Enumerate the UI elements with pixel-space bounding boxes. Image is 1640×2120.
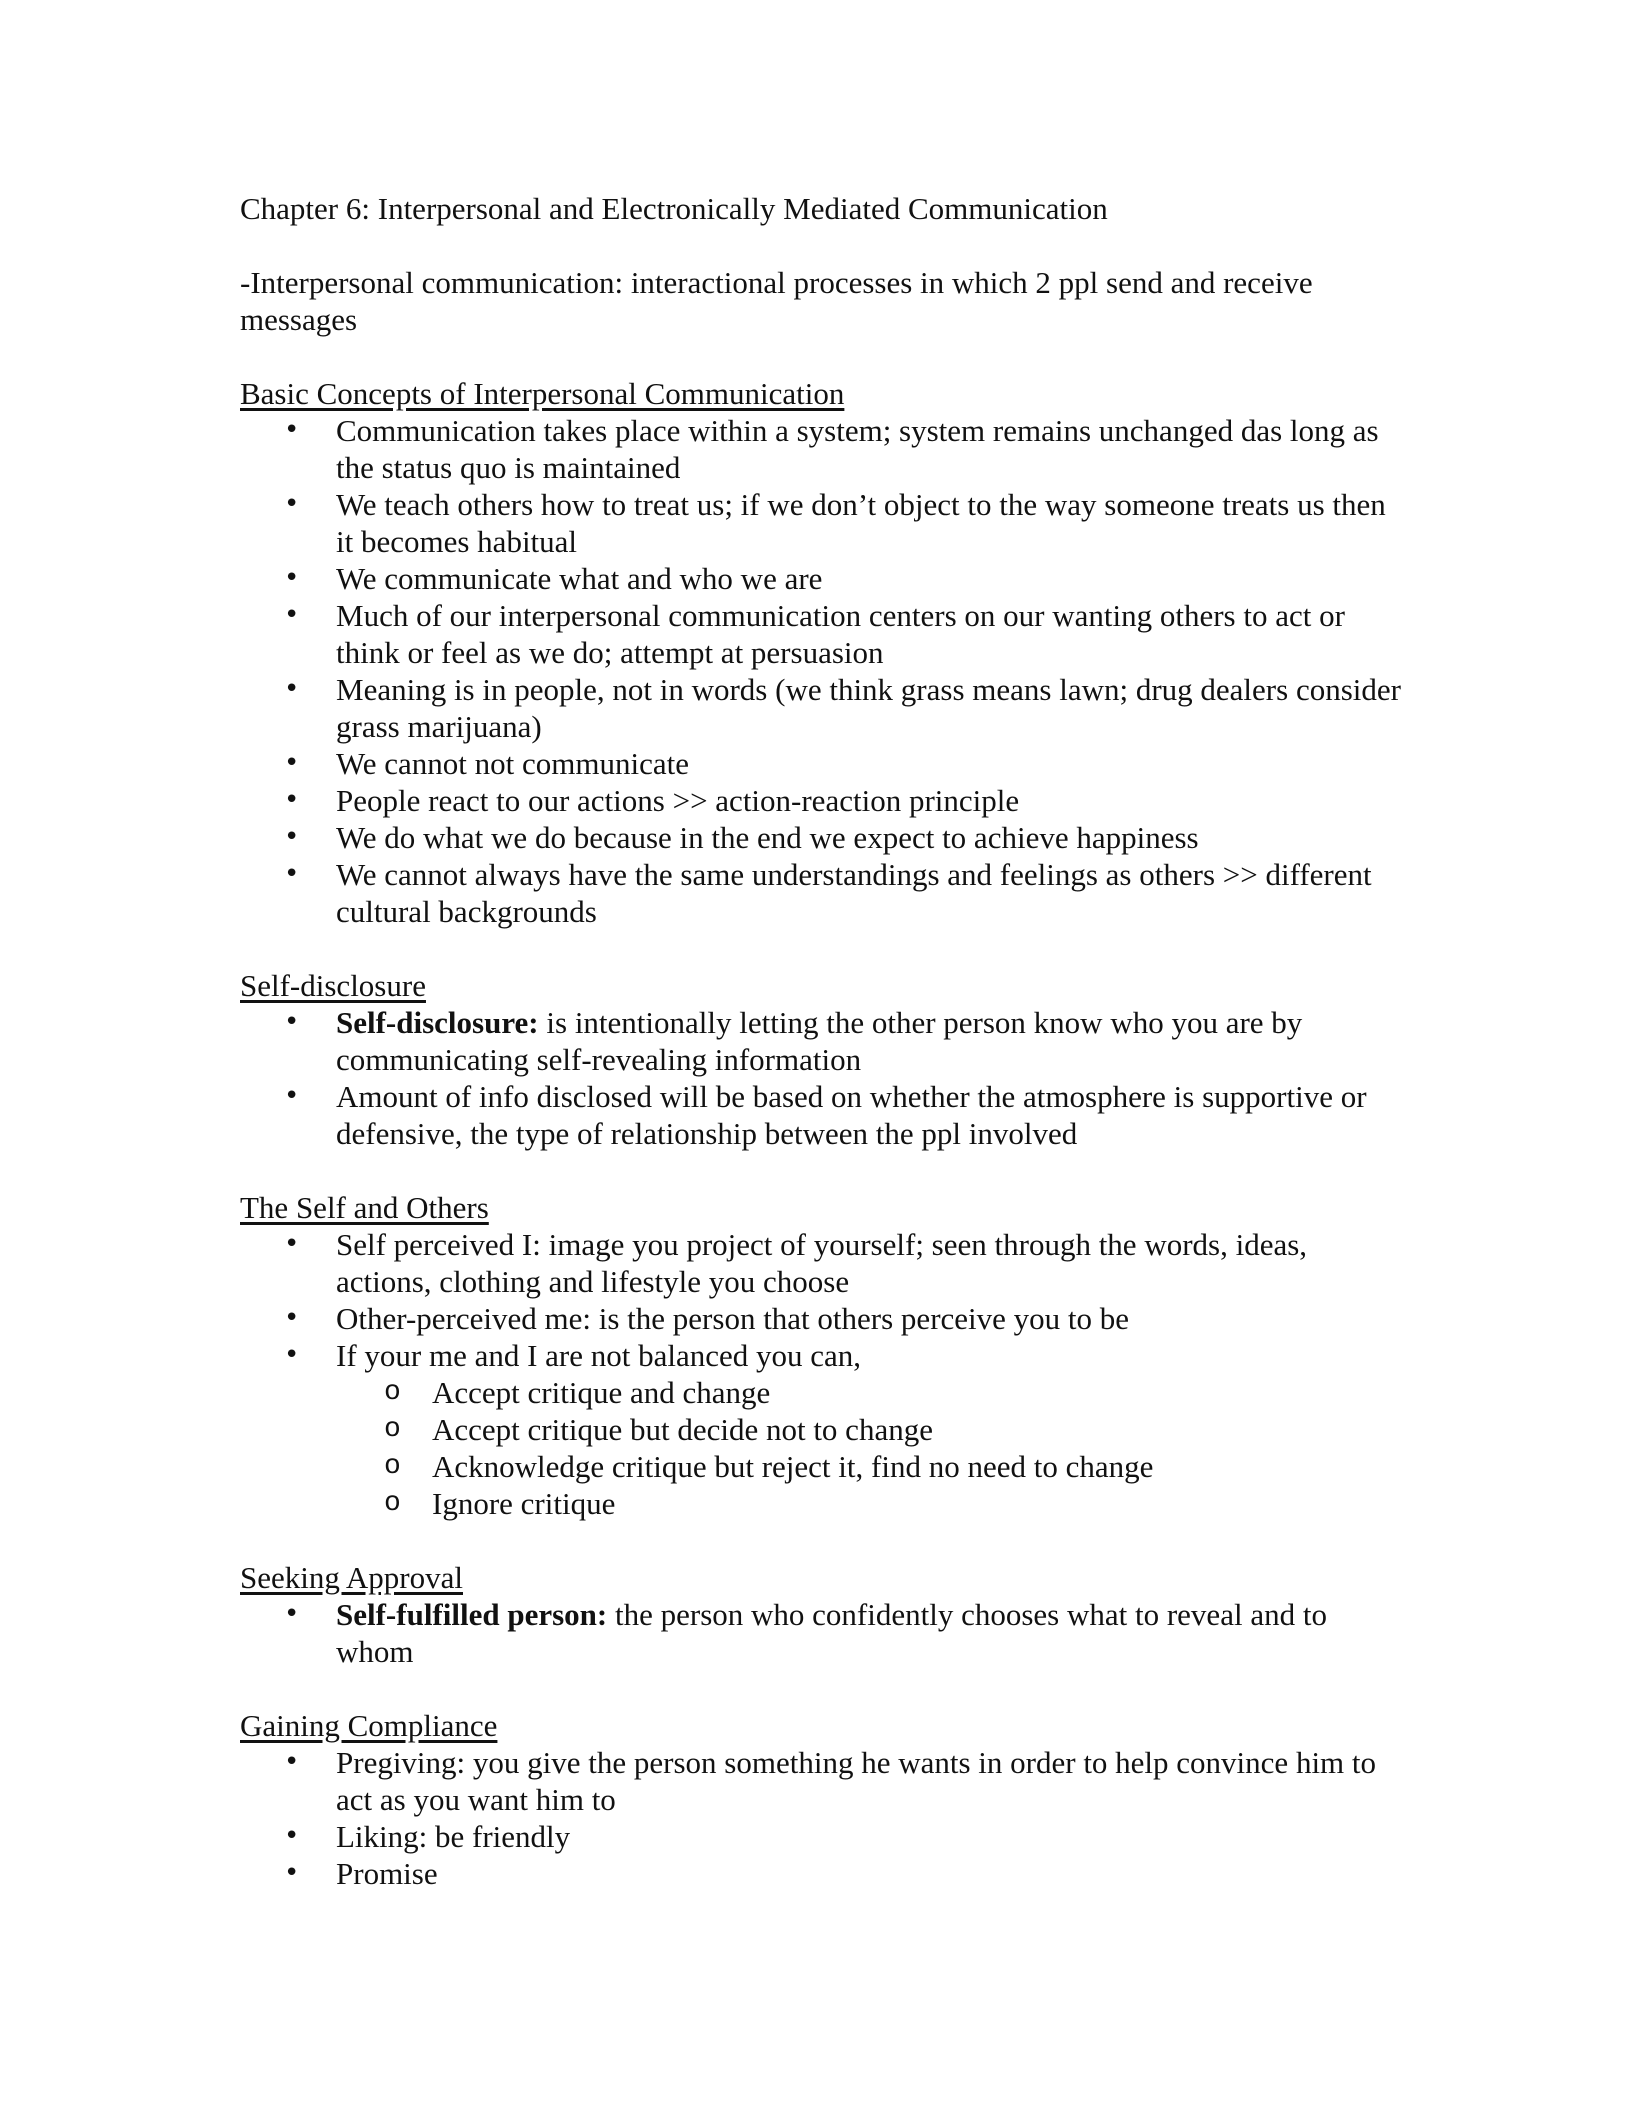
section-self-and-others bbox=[240, 1189, 1410, 1522]
term-definition: is intentionally letting the other person know who you are by communicating self-revealing information bbox=[336, 1005, 1303, 1077]
list-item: • If your me and I are not balanced you can, bbox=[240, 1337, 1410, 1374]
list-item: • People react to our actions >> action-reaction principle bbox=[240, 782, 1410, 819]
section-seeking-approval bbox=[240, 1559, 1410, 1670]
term-bold: Self-disclosure: bbox=[336, 1005, 539, 1040]
list-item: • Other-perceived me: is the person that others perceive you to be bbox=[240, 1300, 1410, 1337]
list-item: • Meaning is in people, not in words (we think grass means lawn; drug dealers consider grass marijuana) bbox=[240, 671, 1410, 745]
document-page bbox=[240, 190, 1410, 1929]
list-item: • Promise bbox=[240, 1855, 1410, 1892]
list-item: • Liking: be friendly bbox=[240, 1818, 1410, 1855]
page-title: Chapter 6: Interpersonal and Electronically Mediated Communication bbox=[240, 191, 1108, 226]
list-item: • We cannot always have the same understandings and feelings as others >> different cultural backgrounds bbox=[240, 856, 1410, 930]
bullet-list bbox=[240, 1004, 1410, 1152]
section-heading: Self-disclosure bbox=[240, 968, 426, 1003]
sub-list-item: o Ignore critique bbox=[240, 1485, 1410, 1522]
sub-list-item: o Accept critique and change bbox=[240, 1374, 1410, 1411]
sub-list-item: o Accept critique but decide not to change bbox=[240, 1411, 1410, 1448]
list-item: • We communicate what and who we are bbox=[240, 560, 1410, 597]
list-item: • Self perceived I: image you project of yourself; seen through the words, ideas, actions, clothing and lifestyle you choose bbox=[240, 1226, 1410, 1300]
section-basic-concepts bbox=[240, 375, 1410, 930]
bullet-list bbox=[240, 412, 1410, 930]
section-self-disclosure bbox=[240, 967, 1410, 1152]
section-heading: Gaining Compliance bbox=[240, 1708, 498, 1743]
section-heading: The Self and Others bbox=[240, 1190, 489, 1225]
list-item: • We cannot not communicate bbox=[240, 745, 1410, 782]
bullet-list bbox=[240, 1226, 1410, 1374]
section-heading: Basic Concepts of Interpersonal Communication bbox=[240, 376, 845, 411]
list-item: • Pregiving: you give the person something he wants in order to help convince him to act as you want him to bbox=[240, 1744, 1410, 1818]
bullet-list bbox=[240, 1744, 1410, 1892]
sub-list-item: o Acknowledge critique but reject it, find no need to change bbox=[240, 1448, 1410, 1485]
bullet-list bbox=[240, 1596, 1410, 1670]
sub-bullet-list bbox=[240, 1374, 1410, 1522]
list-item: • We teach others how to treat us; if we don’t object to the way someone treats us then it becomes habitual bbox=[240, 486, 1410, 560]
list-item: • Much of our interpersonal communication centers on our wanting others to act or think or feel as we do; attempt at persuasion bbox=[240, 597, 1410, 671]
list-item: • Communication takes place within a system; system remains unchanged das long as the status quo is maintained bbox=[240, 412, 1410, 486]
list-item: • We do what we do because in the end we expect to achieve happiness bbox=[240, 819, 1410, 856]
section-heading: Seeking Approval bbox=[240, 1560, 463, 1595]
intro-definition: -Interpersonal communication: interactional processes in which 2 ppl send and receive messages bbox=[240, 265, 1313, 337]
list-item: • Amount of info disclosed will be based on whether the atmosphere is supportive or defensive, the type of relationship between the ppl involved bbox=[240, 1078, 1410, 1152]
term-bold: Self-fulfilled person: bbox=[336, 1597, 608, 1632]
term-definition: the person who confidently chooses what to reveal and to whom bbox=[336, 1597, 1327, 1669]
list-item bbox=[240, 1004, 1410, 1078]
list-item bbox=[240, 1596, 1410, 1670]
section-gaining-compliance bbox=[240, 1707, 1410, 1892]
